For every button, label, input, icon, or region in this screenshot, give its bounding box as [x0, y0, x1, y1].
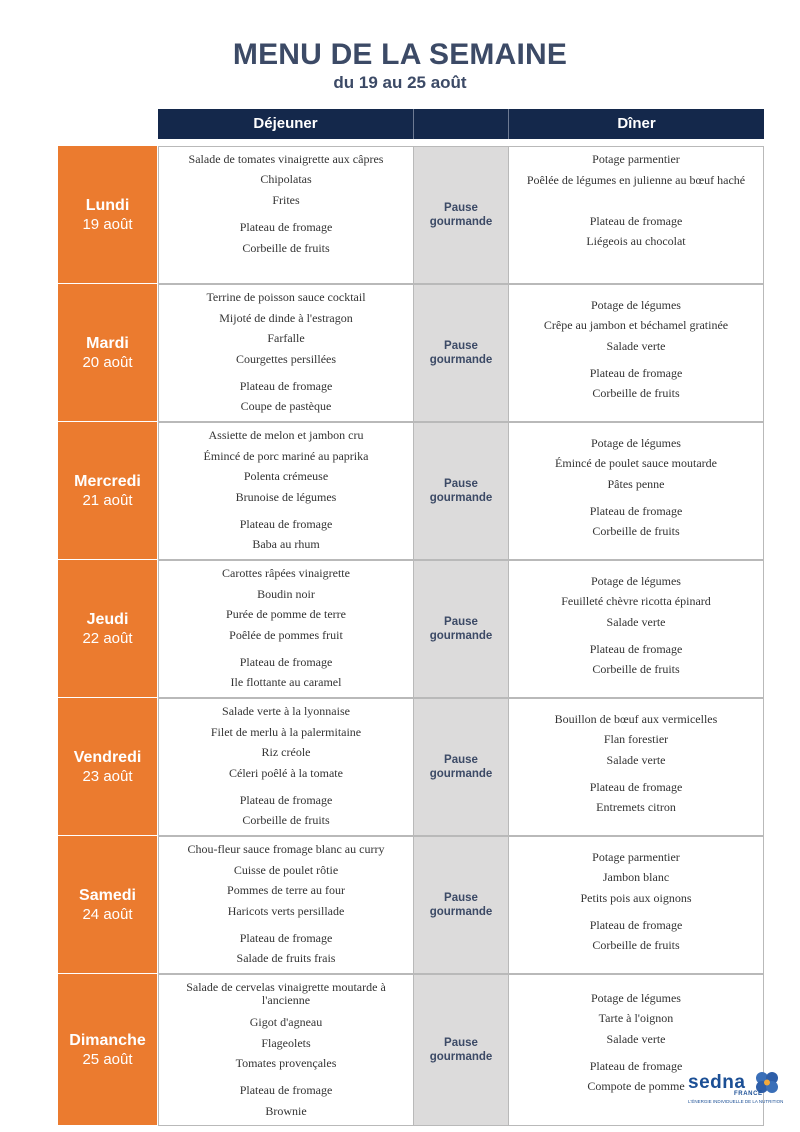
snack-cell — [413, 974, 509, 1126]
lunch-dish: Plateau de fromage — [239, 379, 333, 393]
lunch-dish: Purée de pomme de terre — [226, 607, 346, 621]
lunch-dish: Terrine de poisson sauce cocktail — [206, 290, 366, 304]
dinner-dish: Poêlée de légumes en julienne au bœuf haché — [526, 173, 746, 187]
lunch-dish: Plateau de fromage — [239, 655, 333, 669]
lunch-dish: Brownie — [265, 1104, 307, 1118]
lunch-cell — [158, 698, 414, 836]
brand-name: sedna — [688, 1072, 746, 1093]
day-name: Dimanche — [69, 1031, 146, 1049]
dinner-dish: Potage parmentier — [592, 850, 680, 864]
day-name: Lundi — [85, 196, 130, 214]
lunch-dish: Gigot d'agneau — [249, 1015, 323, 1029]
snack-cell — [413, 698, 509, 836]
lunch-dish: Chou-fleur sauce fromage blanc au curry — [187, 842, 385, 856]
lunch-dish: Flageolets — [261, 1036, 311, 1050]
dinner-dish: Émincé de poulet sauce moutarde — [555, 456, 717, 470]
snack-label: Pause gourmande — [429, 754, 493, 780]
day-name: Samedi — [79, 886, 136, 904]
sedna-logo — [686, 1068, 786, 1108]
snack-cell — [413, 560, 509, 698]
lunch-dish: Plateau de fromage — [239, 517, 333, 531]
dinner-cell — [508, 284, 764, 422]
lunch-dish: Haricots verts persillade — [227, 904, 345, 918]
dinner-dish: Tarte à l'oignon — [598, 1011, 674, 1025]
lunch-dish: Émincé de porc mariné au paprika — [203, 449, 369, 463]
day-cell — [58, 974, 157, 1126]
lunch-cell — [158, 836, 414, 974]
dinner-dish: Feuilleté chèvre ricotta épinard — [561, 594, 711, 608]
lunch-dish: Salade verte à la lyonnaise — [222, 704, 350, 718]
snack-cell — [413, 284, 509, 422]
brand-tagline: L'ÉNERGIE INDIVIDUELLE DE LA NUTRITION — [688, 1099, 784, 1104]
dinner-dish: Plateau de fromage — [589, 780, 683, 794]
lunch-dish: Plateau de fromage — [239, 793, 333, 807]
page-subtitle: du 19 au 25 août — [333, 73, 467, 92]
lunch-dish: Poêlée de pommes fruit — [229, 628, 343, 642]
dinner-dish: Plateau de fromage — [589, 918, 683, 932]
snack-label: Pause gourmande — [429, 892, 493, 918]
menu-header-bar — [158, 109, 764, 139]
dinner-dish: Salade verte — [606, 339, 666, 353]
dinner-dish: Plateau de fromage — [589, 642, 683, 656]
dinner-dish: Potage de légumes — [591, 298, 681, 312]
dinner-dish: Corbeille de fruits — [592, 386, 680, 400]
day-name: Jeudi — [86, 610, 129, 628]
lunch-header: Déjeuner — [253, 115, 318, 132]
dinner-dish: Flan forestier — [603, 732, 669, 746]
lunch-dish: Ile flottante au caramel — [230, 675, 342, 689]
dinner-dish: Plateau de fromage — [589, 214, 683, 228]
lunch-dish: Assiette de melon et jambon cru — [208, 428, 364, 442]
lunch-dish: Polenta crémeuse — [243, 469, 329, 483]
day-row — [58, 284, 764, 422]
lunch-cell — [158, 560, 414, 698]
day-row — [58, 836, 764, 974]
day-cell — [58, 560, 157, 698]
lunch-dish: Coupe de pastèque — [240, 399, 332, 413]
day-date: 21 août — [82, 491, 133, 509]
day-name: Mardi — [86, 334, 129, 352]
dinner-cell — [508, 146, 764, 284]
lunch-dish: Corbeille de fruits — [242, 813, 330, 827]
snack-label: Pause gourmande — [429, 478, 493, 504]
lunch-dish: Plateau de fromage — [239, 220, 333, 234]
dinner-dish: Bouillon de bœuf aux vermicelles — [554, 712, 718, 726]
header-divider — [413, 109, 414, 139]
lunch-dish: Frites — [272, 193, 300, 207]
snack-cell — [413, 836, 509, 974]
day-date: 24 août — [82, 905, 133, 923]
lunch-dish: Tomates provençales — [235, 1056, 337, 1070]
snack-label: Pause gourmande — [429, 1037, 493, 1063]
dinner-dish: Jambon blanc — [602, 870, 670, 884]
lunch-dish: Cuisse de poulet rôtie — [233, 863, 339, 877]
lunch-dish: Salade de tomates vinaigrette aux câpres — [188, 152, 384, 166]
day-cell — [58, 146, 157, 284]
dinner-cell — [508, 422, 764, 560]
dinner-dish: Entremets citron — [596, 800, 676, 814]
day-date: 19 août — [82, 215, 133, 233]
day-row — [58, 422, 764, 560]
dinner-dish: Plateau de fromage — [589, 1059, 683, 1073]
brand-sub: FRANCE — [734, 1091, 763, 1097]
dinner-dish: Crêpe au jambon et béchamel gratinée — [543, 318, 729, 332]
day-cell — [58, 698, 157, 836]
lunch-dish: Farfalle — [267, 331, 305, 345]
dinner-dish: Potage parmentier — [592, 152, 680, 166]
day-row — [58, 146, 764, 284]
lunch-cell — [158, 422, 414, 560]
dinner-dish: Potage de légumes — [591, 991, 681, 1005]
day-date: 20 août — [82, 353, 133, 371]
day-date: 25 août — [82, 1050, 133, 1068]
day-row — [58, 560, 764, 698]
dinner-cell — [508, 698, 764, 836]
lunch-dish: Baba au rhum — [252, 537, 320, 551]
dinner-header: Dîner — [617, 115, 656, 132]
day-cell — [58, 836, 157, 974]
dinner-dish: Petits pois aux oignons — [580, 891, 692, 905]
page-title: MENU DE LA SEMAINE — [232, 38, 568, 71]
dinner-dish: Potage de légumes — [591, 574, 681, 588]
lunch-dish: Courgettes persillées — [235, 352, 337, 366]
dinner-cell — [508, 836, 764, 974]
dinner-dish: Plateau de fromage — [589, 366, 683, 380]
day-cell — [58, 284, 157, 422]
day-date: 22 août — [82, 629, 133, 647]
day-row — [58, 974, 764, 1126]
lunch-dish: Carottes râpées vinaigrette — [222, 566, 350, 580]
dinner-dish: Compote de pomme — [587, 1079, 685, 1093]
lunch-dish: Mijoté de dinde à l'estragon — [219, 311, 353, 325]
lunch-dish: Filet de merlu à la palermitaine — [210, 725, 362, 739]
dinner-dish: Liégeois au chocolat — [586, 234, 686, 248]
dinner-dish: Corbeille de fruits — [592, 938, 680, 952]
lunch-dish: Chipolatas — [260, 172, 312, 186]
lunch-cell — [158, 146, 414, 284]
dinner-dish: Potage de légumes — [591, 436, 681, 450]
day-name: Mercredi — [74, 472, 141, 490]
lunch-dish: Salade de cervelas vinaigrette moutarde à l'ancienne — [186, 980, 386, 1007]
dinner-dish: Corbeille de fruits — [592, 662, 680, 676]
dinner-cell — [508, 560, 764, 698]
lunch-dish: Corbeille de fruits — [242, 241, 330, 255]
lunch-cell — [158, 284, 414, 422]
lunch-dish: Plateau de fromage — [239, 1083, 333, 1097]
day-cell — [58, 422, 157, 560]
snack-label: Pause gourmande — [429, 616, 493, 642]
snack-cell — [413, 422, 509, 560]
lunch-dish: Pommes de terre au four — [227, 883, 345, 897]
dinner-dish: Pâtes penne — [607, 477, 665, 491]
lunch-dish: Brunoise de légumes — [235, 490, 337, 504]
lunch-cell — [158, 974, 414, 1126]
dinner-dish: Salade verte — [606, 615, 666, 629]
dinner-dish: Corbeille de fruits — [592, 524, 680, 538]
dinner-dish: Plateau de fromage — [589, 504, 683, 518]
snack-cell — [413, 146, 509, 284]
day-name: Vendredi — [73, 748, 142, 766]
dinner-dish: Salade verte — [606, 1032, 666, 1046]
snack-label: Pause gourmande — [429, 202, 493, 228]
lunch-dish: Salade de fruits frais — [236, 951, 336, 965]
day-row — [58, 698, 764, 836]
snack-label: Pause gourmande — [429, 340, 493, 366]
lunch-dish: Boudin noir — [257, 587, 315, 601]
lunch-dish: Riz créole — [261, 745, 311, 759]
day-date: 23 août — [82, 767, 133, 785]
lunch-dish: Céleri poêlé à la tomate — [229, 766, 343, 780]
lunch-dish: Plateau de fromage — [239, 931, 333, 945]
dinner-dish: Salade verte — [606, 753, 666, 767]
